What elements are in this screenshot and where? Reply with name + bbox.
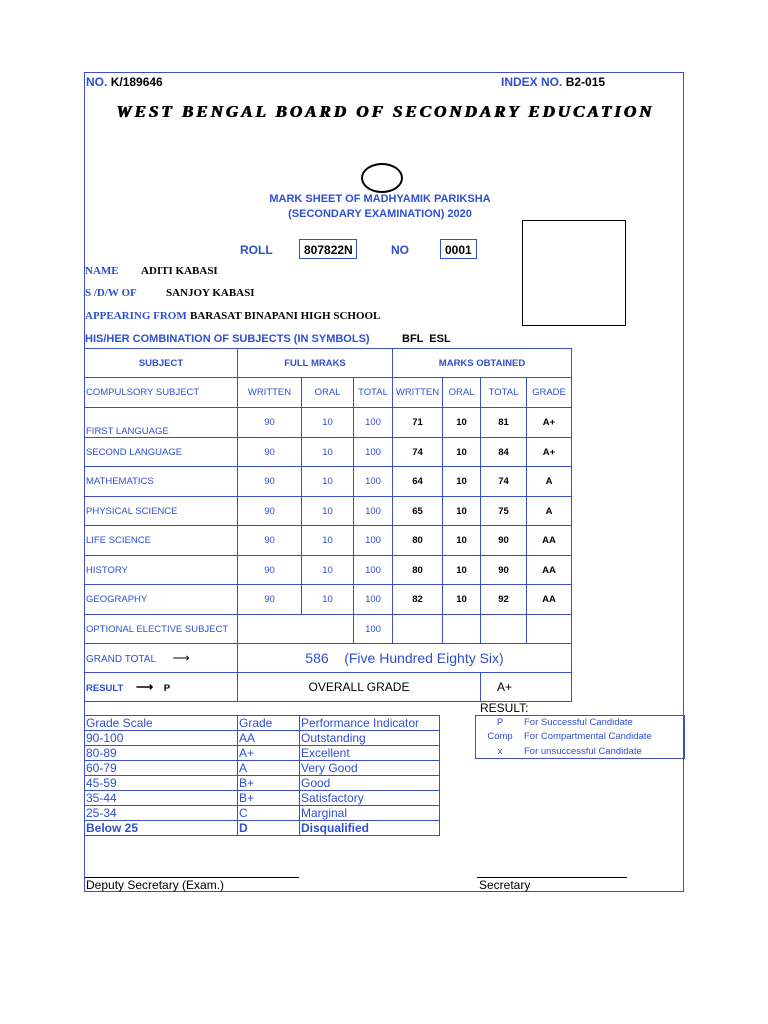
obtained-oral: 10 — [443, 497, 481, 526]
optional-row — [85, 615, 572, 644]
scale-indicator: Excellent — [300, 746, 440, 761]
full-total: 100 — [354, 467, 393, 497]
scale-indicator: Very Good — [300, 761, 440, 776]
subject-name: FIRST LANGUAGE — [85, 408, 238, 438]
legend-title: RESULT: — [480, 701, 529, 715]
scale-indicator: Satisfactory — [300, 791, 440, 806]
result-label: RESULT — [86, 683, 124, 694]
table-row — [85, 526, 572, 556]
exam-title-line2: (SECONDARY EXAMINATION) 2020 — [288, 208, 472, 220]
grand-total-cell — [85, 644, 238, 673]
relation-label: S /D/W OF — [85, 287, 137, 299]
performance-head: Performance Indicator — [300, 716, 440, 731]
scale-indicator: Disqualified — [300, 821, 440, 836]
scale-grade: C — [238, 806, 300, 821]
grade-scale-header — [85, 716, 440, 731]
grand-total-value-cell — [238, 644, 572, 673]
overall-grade-value: A+ — [481, 673, 572, 702]
obtained-oral: 10 — [443, 526, 481, 556]
serial-number — [86, 75, 163, 89]
optional-blank — [393, 615, 443, 644]
result-cell — [85, 673, 238, 702]
scale-range: 90-100 — [85, 731, 238, 746]
legend-code: P — [496, 717, 504, 728]
marks-obtained-header: MARKS OBTAINED — [393, 349, 572, 378]
optional-blank — [481, 615, 527, 644]
obtained-written: 64 — [393, 467, 443, 497]
scale-range: 35-44 — [85, 791, 238, 806]
col-full-oral: ORAL — [302, 378, 354, 408]
roll-label: ROLL — [240, 243, 273, 257]
exam-title-line1: MARK SHEET OF MADHYAMIK PARIKSHA — [269, 193, 491, 205]
scale-grade: B+ — [238, 776, 300, 791]
serial-label: NO. — [86, 75, 108, 89]
legend-text: For Compartmental Candidate — [524, 731, 652, 742]
obtained-oral: 10 — [443, 556, 481, 585]
full-total: 100 — [354, 526, 393, 556]
obtained-total: 92 — [481, 585, 527, 615]
subject-name: HISTORY — [85, 556, 238, 585]
full-oral: 10 — [302, 556, 354, 585]
table-row — [85, 746, 440, 761]
full-total: 100 — [354, 556, 393, 585]
obtained-written: 74 — [393, 438, 443, 467]
obtained-written: 71 — [393, 408, 443, 438]
scale-grade: A — [238, 761, 300, 776]
col-obt-oral: ORAL — [443, 378, 481, 408]
optional-label: OPTIONAL ELECTIVE SUBJECT — [85, 615, 238, 644]
combination-value: BFL ESL — [402, 333, 451, 345]
overall-grade-label: OVERALL GRADE — [238, 673, 481, 702]
table-row — [85, 791, 440, 806]
scale-range: 60-79 — [85, 761, 238, 776]
obtained-total: 75 — [481, 497, 527, 526]
full-oral: 10 — [302, 467, 354, 497]
photo-box — [522, 220, 626, 326]
grand-total-label: GRAND TOTAL — [86, 654, 156, 665]
roll-no-label: NO — [391, 243, 409, 257]
full-oral: 10 — [302, 408, 354, 438]
full-oral: 10 — [302, 497, 354, 526]
legend-text: For unsuccessful Candidate — [524, 746, 642, 757]
optional-blank — [443, 615, 481, 644]
scale-range: 25-34 — [85, 806, 238, 821]
subject-name: PHYSICAL SCIENCE — [85, 497, 238, 526]
table-row — [85, 776, 440, 791]
appearing-label: APPEARING FROM — [85, 310, 187, 322]
school-name: BARASAT BINAPANI HIGH SCHOOL — [190, 310, 381, 322]
full-total: 100 — [354, 438, 393, 467]
subject-header: SUBJECT — [85, 349, 238, 378]
result-row — [85, 673, 572, 702]
legend-text: For Successful Candidate — [524, 717, 633, 728]
obtained-written: 82 — [393, 585, 443, 615]
result-legend — [475, 715, 685, 759]
combination-label: HIS/HER COMBINATION OF SUBJECTS (IN SYMBOLS) — [85, 333, 370, 345]
name-label: NAME — [85, 265, 119, 277]
full-total: 100 — [354, 497, 393, 526]
table-row — [85, 497, 572, 526]
full-written: 90 — [238, 556, 302, 585]
scale-range: Below 25 — [85, 821, 238, 836]
board-title: WEST BENGAL BOARD OF SECONDARY EDUCATION — [115, 102, 655, 121]
col-full-total: TOTAL — [354, 378, 393, 408]
table-row — [85, 467, 572, 497]
obtained-grade: A — [527, 467, 572, 497]
obtained-oral: 10 — [443, 585, 481, 615]
index-value: B2-015 — [565, 75, 606, 89]
obtained-grade: AA — [527, 556, 572, 585]
scale-indicator: Good — [300, 776, 440, 791]
secretary-label: Secretary — [479, 878, 531, 892]
optional-total: 100 — [354, 615, 393, 644]
obtained-total: 90 — [481, 526, 527, 556]
scale-grade: AA — [238, 731, 300, 746]
full-oral: 10 — [302, 438, 354, 467]
full-marks-header: FULL MRAKS — [238, 349, 393, 378]
relation-name: SANJOY KABASI — [166, 287, 255, 299]
grade-scale-head: Grade Scale — [85, 716, 238, 731]
arrow-icon: ⟶ — [135, 680, 154, 694]
index-label: INDEX NO. — [501, 75, 563, 89]
index-number — [501, 75, 605, 89]
marks-column-row — [85, 378, 572, 408]
obtained-grade: AA — [527, 526, 572, 556]
obtained-written: 80 — [393, 526, 443, 556]
subject-name: MATHEMATICS — [85, 467, 238, 497]
scale-grade: B+ — [238, 791, 300, 806]
obtained-oral: 10 — [443, 408, 481, 438]
candidate-name: ADITI KABASI — [141, 265, 218, 277]
full-written: 90 — [238, 585, 302, 615]
subject-name: GEOGRAPHY — [85, 585, 238, 615]
marks-table — [84, 348, 572, 702]
obtained-grade: AA — [527, 585, 572, 615]
full-written: 90 — [238, 526, 302, 556]
full-written: 90 — [238, 467, 302, 497]
compulsory-label: COMPULSORY SUBJECT — [85, 378, 238, 408]
table-row — [85, 761, 440, 776]
full-oral: 10 — [302, 585, 354, 615]
col-full-written: WRITTEN — [238, 378, 302, 408]
obtained-total: 84 — [481, 438, 527, 467]
col-obt-total: TOTAL — [481, 378, 527, 408]
deputy-secretary-label: Deputy Secretary (Exam.) — [86, 878, 225, 892]
full-total: 100 — [354, 585, 393, 615]
obtained-written: 80 — [393, 556, 443, 585]
scale-indicator: Marginal — [300, 806, 440, 821]
grade-head: Grade — [238, 716, 300, 731]
grand-total-value: 586 — [305, 650, 329, 666]
result-value: P — [163, 683, 171, 694]
scale-range: 80-89 — [85, 746, 238, 761]
full-written: 90 — [238, 497, 302, 526]
full-written: 90 — [238, 408, 302, 438]
table-row — [85, 408, 572, 438]
table-row — [85, 821, 440, 836]
subject-name: SECOND LANGUAGE — [85, 438, 238, 467]
table-row — [85, 806, 440, 821]
table-row — [85, 438, 572, 467]
col-grade: GRADE — [527, 378, 572, 408]
obtained-total: 90 — [481, 556, 527, 585]
obtained-oral: 10 — [443, 438, 481, 467]
obtained-oral: 10 — [443, 467, 481, 497]
arrow-icon: ⟶ — [172, 651, 190, 665]
grand-total-row — [85, 644, 572, 673]
grade-scale-table — [84, 715, 440, 836]
roll-no-box: 0001 — [440, 239, 477, 259]
scale-range: 45-59 — [85, 776, 238, 791]
col-obt-written: WRITTEN — [393, 378, 443, 408]
obtained-total: 81 — [481, 408, 527, 438]
scale-grade: D — [238, 821, 300, 836]
serial-value: K/189646 — [110, 75, 163, 89]
obtained-written: 65 — [393, 497, 443, 526]
table-row — [85, 585, 572, 615]
seal-oval — [361, 163, 403, 193]
legend-code: Comp — [487, 731, 513, 742]
table-row — [85, 731, 440, 746]
roll-value-box: 807822N — [299, 239, 357, 259]
full-written: 90 — [238, 438, 302, 467]
obtained-grade: A+ — [527, 408, 572, 438]
obtained-grade: A+ — [527, 438, 572, 467]
scale-grade: A+ — [238, 746, 300, 761]
optional-blank — [238, 615, 354, 644]
grand-total-words: (Five Hundred Eighty Six) — [344, 650, 504, 666]
subject-name: LIFE SCIENCE — [85, 526, 238, 556]
table-row — [85, 556, 572, 585]
scale-indicator: Outstanding — [300, 731, 440, 746]
full-oral: 10 — [302, 526, 354, 556]
legend-code: x — [497, 746, 503, 757]
obtained-total: 74 — [481, 467, 527, 497]
optional-blank — [527, 615, 572, 644]
marks-header-row — [85, 349, 572, 378]
obtained-grade: A — [527, 497, 572, 526]
full-total: 100 — [354, 408, 393, 438]
